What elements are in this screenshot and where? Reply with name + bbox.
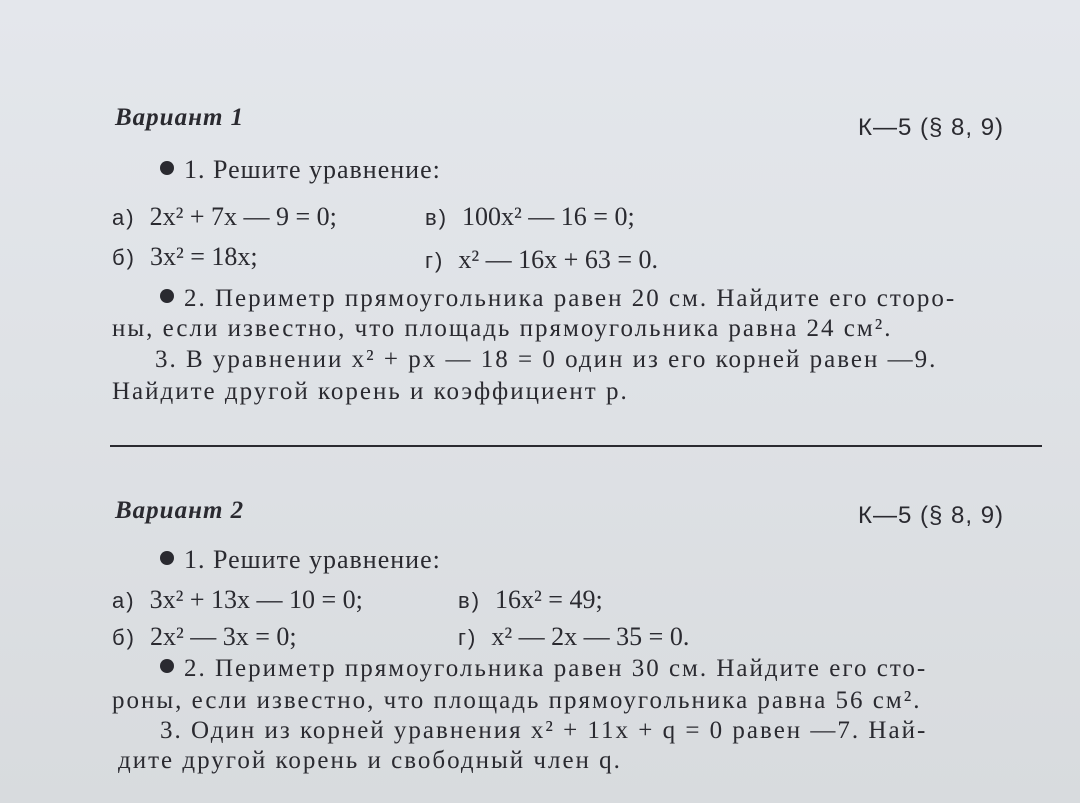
- equation-label: г): [425, 248, 445, 273]
- equation-b: [112, 242, 258, 272]
- task-1-heading: [160, 155, 441, 185]
- task-3-line-1: 3. Один из корней уравнения x² + 11x + q = 0 равен —7. Най-: [160, 717, 928, 744]
- task-3-line-2: Найдите другой корень и коэффициент p.: [112, 378, 629, 405]
- task-2-line-1: 2. Периметр прямоугольника равен 20 см. Найдите его сторо-: [160, 285, 956, 313]
- equation-text: 16x² = 49;: [495, 585, 603, 614]
- equation-text: x² — 16x + 63 = 0.: [458, 245, 658, 274]
- equation-text: 2x² — 3x = 0;: [149, 622, 297, 651]
- equation-text: 3x² = 18x;: [149, 242, 258, 271]
- section-divider: [110, 445, 1042, 447]
- test-code: К—5 (§ 8, 9): [858, 502, 1005, 529]
- equation-label: а): [112, 588, 136, 613]
- equation-text: 2x² + 7x — 9 = 0;: [149, 202, 337, 231]
- equation-label: г): [458, 625, 478, 650]
- task-2-line-2: роны, если известно, что площадь прямоугольника равна 56 см².: [112, 687, 922, 714]
- equation-v: [458, 585, 603, 615]
- bullet-icon: [160, 659, 174, 673]
- bullet-icon: [160, 161, 174, 175]
- variant-title: Вариант 1: [115, 104, 245, 131]
- equation-v: [425, 202, 635, 232]
- equation-label: б): [112, 625, 136, 650]
- test-code: К—5 (§ 8, 9): [858, 114, 1005, 141]
- task-2-line-1: 2. Периметр прямоугольника равен 30 см. Найдите его сто-: [160, 655, 927, 683]
- task-1-text: 1. Решите уравнение:: [184, 545, 441, 574]
- task-1-heading: [160, 545, 441, 575]
- equation-b: [112, 622, 297, 652]
- equation-g: [458, 622, 689, 652]
- equation-label: в): [425, 205, 449, 230]
- equation-text: 100x² — 16 = 0;: [462, 202, 635, 231]
- equation-a: [112, 585, 363, 615]
- variant-title: Вариант 2: [115, 497, 245, 524]
- equation-text: x² — 2x — 35 = 0.: [491, 622, 690, 651]
- task-3-line-1: 3. В уравнении x² + px — 18 = 0 один из его корней равен —9.: [155, 346, 938, 373]
- equation-g: [425, 245, 658, 275]
- equation-a: [112, 202, 337, 232]
- equation-label: в): [458, 588, 482, 613]
- equation-label: а): [112, 205, 136, 230]
- bullet-icon: [160, 289, 174, 303]
- task-1-text: 1. Решите уравнение:: [184, 155, 441, 184]
- equation-label: б): [112, 245, 136, 270]
- bullet-icon: [160, 551, 174, 565]
- task-2-line-2: ны, если известно, что площадь прямоугольника равна 24 см².: [112, 315, 893, 342]
- task-3-line-2: дите другой корень и свободный член q.: [118, 747, 622, 774]
- equation-text: 3x² + 13x — 10 = 0;: [149, 585, 363, 614]
